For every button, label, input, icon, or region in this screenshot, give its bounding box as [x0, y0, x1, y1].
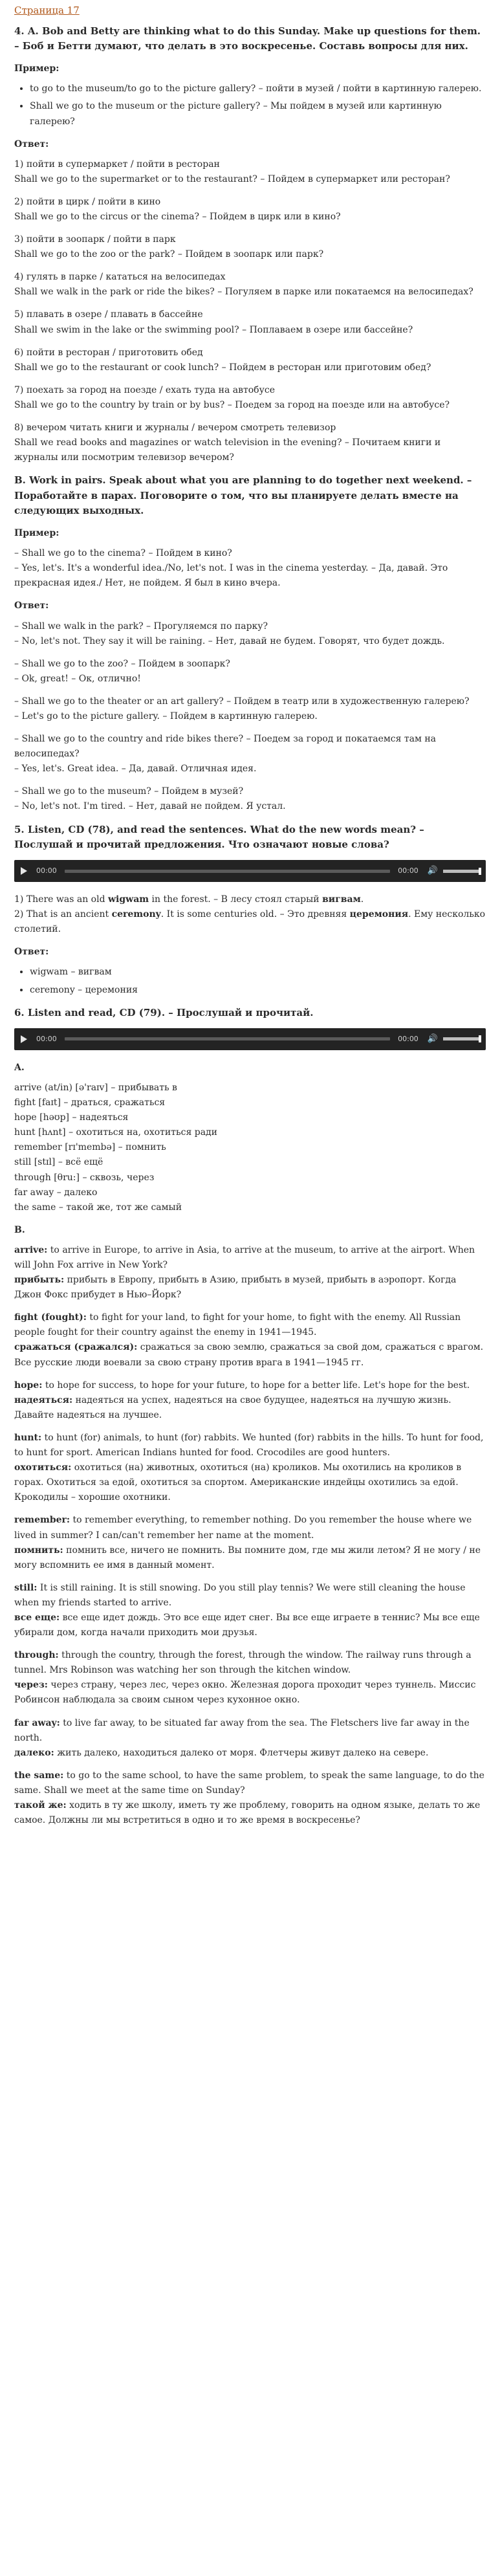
- progress-slider[interactable]: [65, 1037, 390, 1040]
- word-entry: hunt: to hunt (for) animals, to hunt (for) rabbits. We hunted (for) rabbits in the hills. To hunt for food, to hunt for sport. American Indians hunted for food. Crocodiles are good hunters. охотиться: охотиться (на) животных, охотиться (на) кроликов. Мы охотились на кроликов в горах. Охотиться за едой, охотиться за спортом. Американские индейцы охотились за едой. Крокодилы – хорошие охотники.: [14, 1432, 484, 1503]
- task5-heading: 5. Listen, CD (78), and read the sentences. What do the new words mean? – Послушай и прочитай предложения. Что означают новые слова?: [14, 823, 424, 850]
- word-entry: the same: to go to the same school, to have the same problem, to speak the same language, to do the same. Shall we meet at the same time on Sunday? такой же: ходить в ту же школу, иметь ту же проблему, говорить на одном языке, делать то же самое. Должны ли мы встретиться в одно и то же время в воскресенье?: [14, 1770, 484, 1826]
- volume-icon[interactable]: 🔊: [427, 1034, 438, 1044]
- word-entry: hope: to hope for success, to hope for your future, to hope for a better life. Let's hope for the best. надеяться: надеяться на успех, надеяться на свое будущее, надеяться на лучшую жизнь. Давайте надеяться на лучшее.: [14, 1380, 470, 1420]
- dialog-item: – Shall we go to the theater or an art gallery? – Пойдем в театр или в художественную галерею? – Let's go to the picture gallery. – Пойдем в картинную галерею.: [14, 696, 470, 721]
- answer-list: [14, 965, 486, 997]
- taskB-heading: B. Work in pairs. Speak about what you are planning to do together next weekend. – Поработайте в парах. Поговорите о том, что вы планируете делать вместе на следующих выходных.: [14, 474, 472, 516]
- example-label: Пример:: [14, 528, 60, 539]
- audio-player[interactable]: [14, 1028, 486, 1050]
- part-a-label: A.: [14, 1062, 25, 1073]
- example-sentences: 1) There was an old wigwam in the forest. – В лесу стоял старый вигвам. 2) That is an ancient ceremony. It is some centuries old. – Это древняя церемония. Ему несколько столетий.: [14, 894, 486, 935]
- volume-icon[interactable]: 🔊: [427, 866, 438, 876]
- vocab-item: fight [faɪt] – драться, сражаться: [14, 1097, 166, 1108]
- word-entry: remember: to remember everything, to remember nothing. Do you remember the house where we lived in summer? I can/can't remember her name at the moment. помнить: помнить все, ничего не помнить. Вы помните дом, где мы жили летом? Я не могу / не могу вспомнить ее имя в данный момент.: [14, 1515, 481, 1570]
- vocab-item: through [θru:] – сквозь, через: [14, 1172, 155, 1183]
- play-icon[interactable]: [21, 1035, 27, 1043]
- answer-item: 1) пойти в супермаркет / пойти в ресторан Shall we go to the supermarket or to the restaurant? – Пойдем в супермаркет или ресторан?: [14, 159, 450, 184]
- answer-label: Ответ:: [14, 138, 49, 149]
- list-item: • to go to the museum/to go to the picture gallery? – пойти в музей / пойти в картинную галерею.: [30, 82, 486, 96]
- dialog-item: – Shall we walk in the park? – Прогуляемся по парку? – No, let's not. They say it will be raining. – Нет, давай не будем. Говорят, что будет дождь.: [14, 621, 445, 646]
- dialog-list: [14, 619, 486, 815]
- progress-slider[interactable]: [65, 870, 390, 873]
- play-icon[interactable]: [21, 867, 27, 875]
- list-item: • wigwam – вигвам: [30, 965, 486, 980]
- duration-time: 00:00: [398, 866, 418, 875]
- answer-list: [14, 157, 486, 466]
- word-entry: arrive: to arrive in Europe, to arrive in Asia, to arrive at the museum, to arrive at the airport. When will John Fox arrive in New York? прибыть: прибыть в Европу, прибыть в Азию, прибыть в музей, прибыть в аэропорт. Когда Джон Фокс прибудет в Нью–Йорк?: [14, 1244, 475, 1301]
- part-b-label: B.: [14, 1224, 25, 1235]
- word-entry: far away: to live far away, to be situated far away from the sea. The Fletschers live far away in the north. далеко: жить далеко, находиться далеко от моря. Флетчеры живут далеко на севере.: [14, 1717, 470, 1758]
- duration-time: 00:00: [398, 1034, 418, 1043]
- answer-item: 3) пойти в зоопарк / пойти в парк Shall we go to the zoo or the park? – Пойдем в зоопарк или парк?: [14, 234, 324, 260]
- answer-item: 7) поехать за город на поезде / ехать туда на автобусе Shall we go to the country by train or by bus? – Поедем за город на поезде или на автобусе?: [14, 384, 450, 410]
- current-time: 00:00: [36, 1034, 57, 1043]
- word-entry: fight (fought): to fight for your land, to fight for your home, to fight with the enemy. All Russian people fought for their country against the enemy in 1941—1945. сражаться (сражался): сражаться за свою землю, сражаться за свой дом, сражаться с врагом. Все русские люди воевали за свою страну против врага в 1941—1945 гг.: [14, 1312, 484, 1368]
- answer-label: Ответ:: [14, 600, 49, 611]
- word-entries: [14, 1243, 486, 1828]
- vocab-item: remember [rɪ'membə] – помнить: [14, 1142, 166, 1153]
- answer-item: 4) гулять в парке / кататься на велосипедах Shall we walk in the park or ride the bikes? – Погуляем в парке или покатаемся на велосипедах?: [14, 272, 473, 298]
- word-entry: still: It is still raining. It is still snowing. Do you still play tennis? We were still cleaning the house when my friends started to arrive. все еще: все еще идет дождь. Это все еще идет снег. Вы все еще играете в теннис? Мы все еще убирали дом, когда начали приходить мои друзья.: [14, 1582, 480, 1638]
- vocabulary-list: [14, 1081, 486, 1215]
- vocab-item: hunt [hʌnt] – охотиться на, охотиться ради: [14, 1127, 217, 1138]
- task6-heading: 6. Listen and read, CD (79). – Прослушай и прочитай.: [14, 1006, 314, 1018]
- answer-item: 2) пойти в цирк / пойти в кино Shall we go to the circus or the cinema? – Пойдем в цирк или в кино?: [14, 196, 341, 222]
- volume-slider[interactable]: [443, 870, 479, 873]
- vocab-item: still [stɪl] – всё ещё: [14, 1157, 103, 1168]
- example-dialog: – Shall we go to the cinema? – Пойдем в кино? – Yes, let's. It's a wonderful idea./No, let's not. I was in the cinema yesterday. – Да, давай. Это прекрасная идея./ Нет, не пойдем. Я был в кино вчера.: [14, 548, 448, 589]
- dialog-item: – Shall we go to the country and ride bikes there? – Поедем за город и покатаемся там на велосипедах? – Yes, let's. Great idea. – Да, давай. Отличная идея.: [14, 734, 436, 775]
- volume-slider[interactable]: [443, 1037, 479, 1040]
- word-entry: through: through the country, through the forest, through the window. The railway runs through a tunnel. Mrs Robinson was watching her son through the kitchen window. через: через страну, через лес, через окно. Железная дорога проходит через туннель. Миссис Робинсон наблюдала за своим сыном через кухонное окно.: [14, 1650, 476, 1706]
- vocab-item: hope [həʊp] – надеяться: [14, 1112, 129, 1123]
- vocab-item: far away – далеко: [14, 1187, 98, 1198]
- answer-item: 6) пойти в ресторан / приготовить обед Shall we go to the restaurant or cook lunch? – Пойдем в ресторан или приготовим обед?: [14, 347, 431, 373]
- vocab-item: arrive (at/in) [ə'raɪv] – прибывать в: [14, 1082, 177, 1093]
- answer-label: Ответ:: [14, 947, 49, 958]
- list-item: • Shall we go to the museum or the picture gallery? – Мы пойдем в музей или картинную галерею?: [30, 99, 486, 129]
- audio-player[interactable]: [14, 860, 486, 882]
- dialog-item: – Shall we go to the museum? – Пойдем в музей? – No, let's not. I'm tired. – Нет, давай не пойдем. Я устал.: [14, 786, 286, 812]
- example-list: [14, 82, 486, 129]
- task4-heading: 4. A. Bob and Betty are thinking what to do this Sunday. Make up questions for them. – Боб и Бетти думают, что делать в это воскресенье. Составь вопросы для них.: [14, 25, 481, 52]
- example-label: Пример:: [14, 63, 60, 74]
- page-number[interactable]: Страница 17: [14, 5, 80, 16]
- vocab-item: the same – такой же, тот же самый: [14, 1202, 182, 1213]
- dialog-item: – Shall we go to the zoo? – Пойдем в зоопарк? – Ok, great! – Ок, отлично!: [14, 658, 230, 684]
- current-time: 00:00: [36, 866, 57, 875]
- list-item: • ceremony – церемония: [30, 983, 486, 998]
- answer-item: 8) вечером читать книги и журналы / вечером смотреть телевизор Shall we read books and magazines or watch television in the evening? – Почитаем книги и журналы или посмотрим телевизор вечером?: [14, 423, 441, 463]
- answer-item: 5) плавать в озере / плавать в бассейне Shall we swim in the lake or the swimming pool? – Поплаваем в озере или бассейне?: [14, 309, 413, 335]
